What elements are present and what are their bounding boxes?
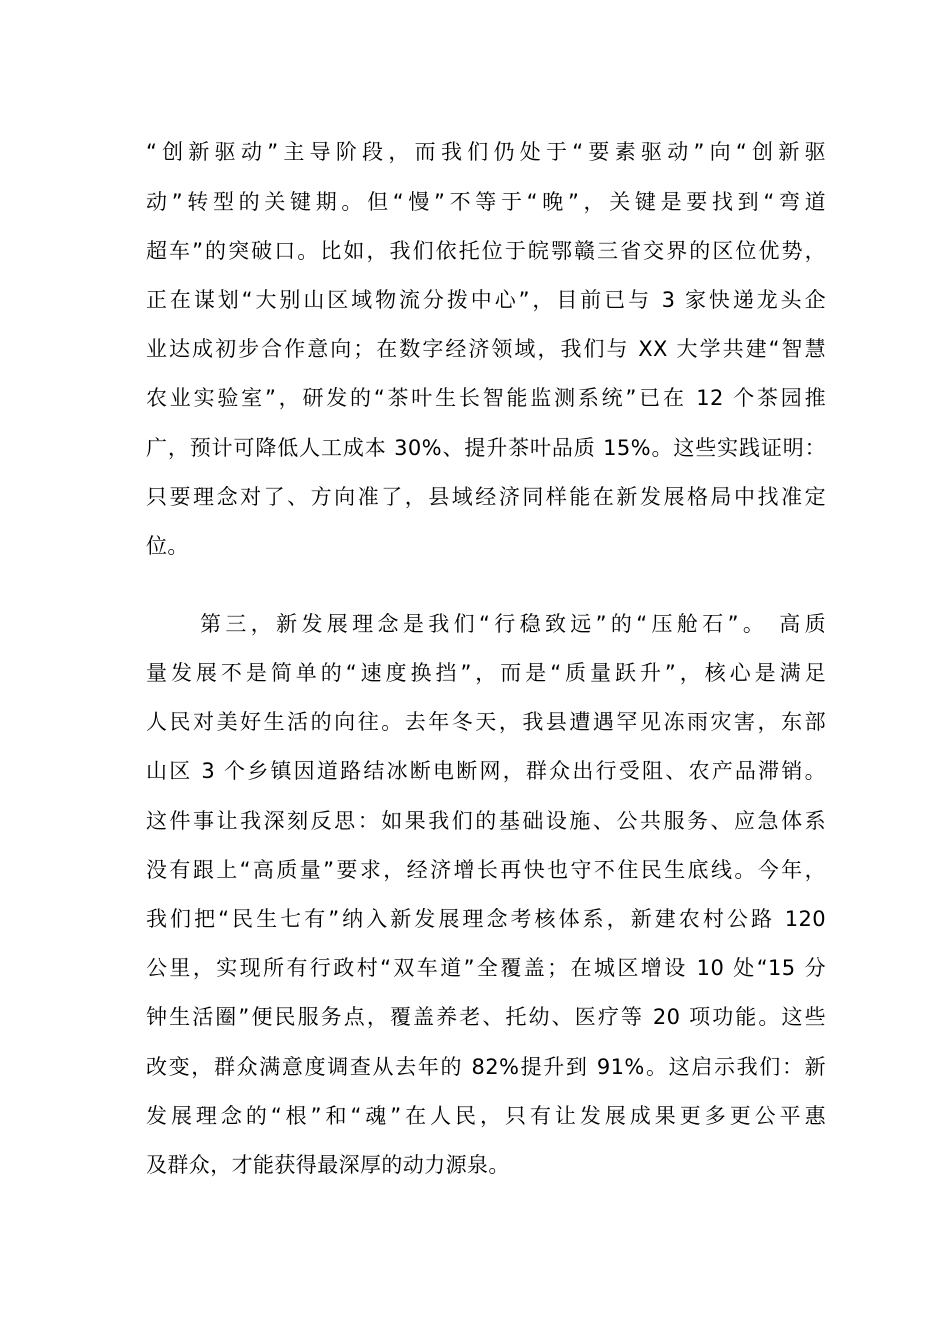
text-line: 改变，群众满意度调查从去年的 82%提升到 91%。这启示我们：新: [146, 1055, 826, 1079]
text-line: 正在谋划“大别山区域物流分拨中心”，目前已与 3 家快递龙头企: [146, 288, 826, 312]
text-line: 及群众，才能获得最深厚的动力源泉。: [146, 1153, 510, 1177]
text-line: 没有跟上“高质量”要求，经济增长再快也守不住民生底线。今年，: [146, 858, 826, 882]
text-line: 发展理念的“根”和“魂”在人民，只有让发展成果更多更公平惠: [146, 1104, 826, 1128]
text-line: 山区 3 个乡镇因道路结冰断电断网，群众出行受阻、农产品滞销。: [146, 759, 826, 783]
text-line: 位。: [146, 534, 189, 558]
text-line: 只要理念对了、方向准了，县域经济同样能在新发展格局中找准定: [146, 485, 826, 509]
text-line: “创新驱动”主导阶段，而我们仍处于“要素驱动”向“创新驱: [146, 140, 826, 164]
text-line: 量发展不是简单的“速度换挡”，而是“质量跃升”，核心是满足: [146, 661, 826, 685]
text-line: 公里，实现所有行政村“双车道”全覆盖；在城区增设 10 处“15 分: [146, 956, 826, 980]
text-line: 我们把“民生七有”纳入新发展理念考核体系，新建农村公路 120: [146, 907, 826, 931]
text-line: 农业实验室”，研发的“茶叶生长智能监测系统”已在 12 个茶园推: [146, 386, 826, 410]
text-line: 超车”的突破口。比如，我们依托位于皖鄂赣三省交界的区位优势，: [146, 239, 826, 263]
text-line: 动”转型的关键期。但“慢”不等于“晚”，关键是要找到“弯道: [146, 190, 826, 214]
text-line: 广，预计可降低人工成本 30%、提升茶叶品质 15%。这些实践证明：: [146, 436, 826, 460]
paragraph-heading-line: 第三，新发展理念是我们“行稳致远”的“压舱石”。 高质: [200, 612, 826, 636]
text-line: 这件事让我深刻反思：如果我们的基础设施、公共服务、应急体系: [146, 809, 826, 833]
text-line: 人民对美好生活的向往。去年冬天，我县遭遇罕见冻雨灾害，东部: [146, 710, 826, 734]
text-line: 业达成初步合作意向；在数字经济领域，我们与 XX 大学共建“智慧: [146, 337, 826, 361]
text-line: 钟生活圈”便民服务点，覆盖养老、托幼、医疗等 20 项功能。这些: [146, 1005, 826, 1029]
